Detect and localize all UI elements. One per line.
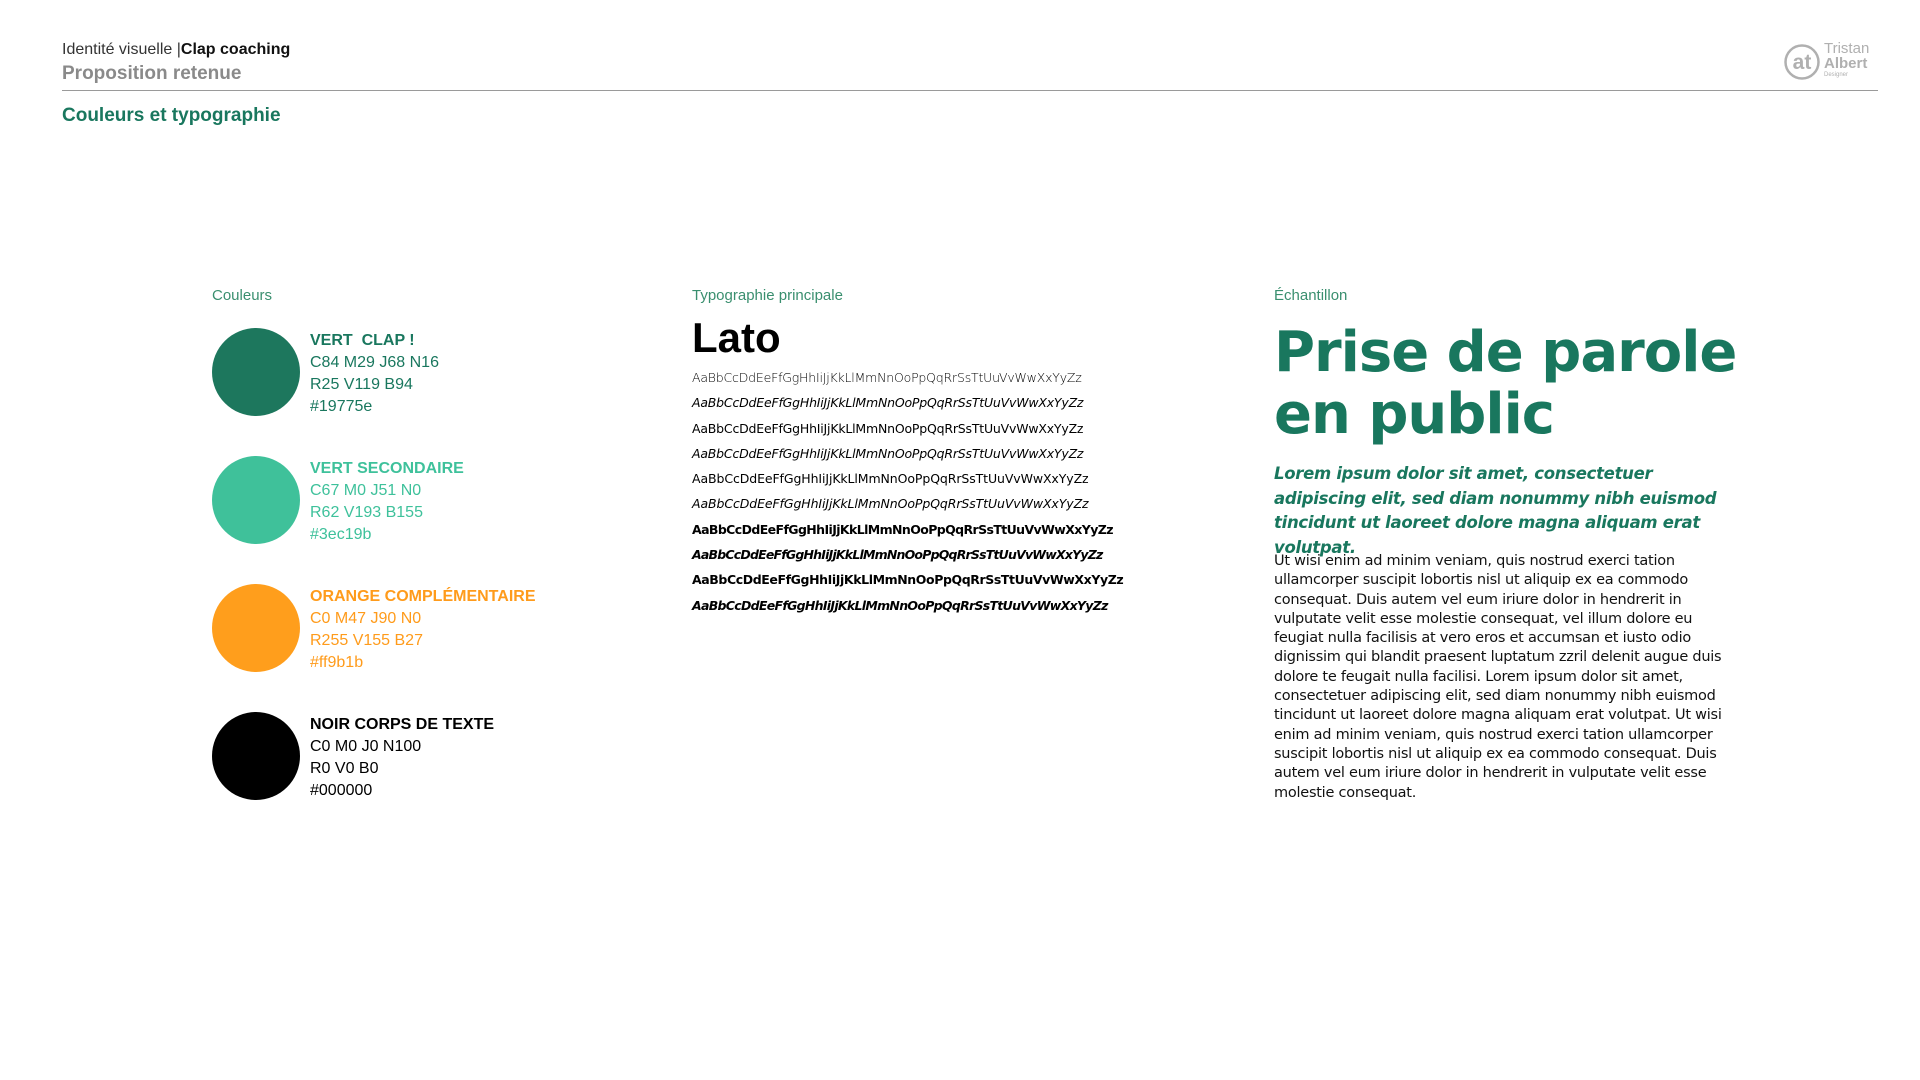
logo-line-3: Designer (1824, 72, 1849, 78)
sample-title: Prise de parole en public (1274, 320, 1737, 447)
swatch-row-vert-clap (212, 328, 632, 420)
color-swatch (212, 456, 300, 544)
swatch-cmjn: C84 M29 J68 N16 (310, 354, 439, 371)
swatch-cmjn: C67 M0 J51 N0 (310, 482, 422, 499)
font-name: Lato (692, 314, 781, 361)
specimen-light: AaBbCcDdEeFfGgHhIiJjKkLlMmNnOoPpQqRrSsTtUuVvWwXxYyZz (692, 370, 1082, 385)
document-context (62, 40, 290, 60)
swatch-hex: #19775e (310, 398, 373, 415)
color-swatch (212, 712, 300, 800)
specimen-bold-italic: AaBbCcDdEeFfGgHhIiJjKkLlMmNnOoPpQqRrSsTtUuVvWwXxYyZz (692, 597, 1108, 613)
logo-mark-icon (1783, 43, 1821, 81)
sample-label: Échantillon (1274, 287, 1348, 304)
page-subtitle: Proposition retenue (62, 63, 242, 84)
sample-lead: Lorem ipsum dolor sit amet, consectetuer adipiscing elit, sed diam nonummy nibh euismod tincidunt ut laoreet dolore magna aliquam erat volutpat. (1274, 464, 1717, 557)
context-label: Identité visuelle (62, 41, 173, 58)
swatch-name: NOIR CORPS DE TEXTE (310, 716, 495, 733)
swatch-rvb: R255 V155 B27 (310, 632, 423, 649)
logo-line-1: Tristan (1824, 40, 1870, 57)
logo-mark-text: at (1792, 51, 1812, 74)
swatch-rvb: R0 V0 B0 (310, 760, 379, 777)
font-specimen-list (692, 365, 1123, 618)
swatch-row-orange (212, 584, 632, 676)
context-separator: | (176, 41, 181, 58)
color-swatch (212, 328, 300, 416)
swatch-name: VERT CLAP ! (310, 332, 415, 349)
typography-label: Typographie principale (692, 287, 843, 304)
swatch-name: ORANGE COMPLÉMENTAIRE (310, 588, 536, 605)
swatch-info (310, 586, 535, 674)
header-divider (62, 90, 1878, 91)
swatch-cmjn: C0 M0 J0 N100 (310, 738, 422, 755)
swatch-rvb: R62 V193 B155 (310, 504, 423, 521)
swatch-hex: #ff9b1b (310, 654, 364, 671)
specimen-medium-italic: AaBbCcDdEeFfGgHhIiJjKkLlMmNnOoPpQqRrSsTtUuVvWwXxYyZz (692, 496, 1089, 512)
swatch-rvb: R25 V119 B94 (310, 376, 413, 393)
swatch-row-vert-secondaire (212, 456, 632, 548)
designer-logo (1783, 39, 1883, 83)
swatch-cmjn: C0 M47 J90 N0 (310, 610, 422, 627)
swatch-hex: #000000 (310, 782, 373, 799)
colors-label: Couleurs (212, 287, 273, 304)
specimen-regular: AaBbCcDdEeFfGgHhIiJjKkLlMmNnOoPpQqRrSsTtUuVvWwXxYyZz (692, 420, 1084, 436)
specimen-semibold: AaBbCcDdEeFfGgHhIiJjKkLlMmNnOoPpQqRrSsTtUuVvWwXxYyZz (692, 521, 1113, 537)
swatch-name: VERT SECONDAIRE (310, 460, 464, 477)
swatch-info (310, 458, 464, 546)
client-name: Clap coaching (180, 41, 291, 58)
specimen-semibold-italic: AaBbCcDdEeFfGgHhIiJjKkLlMmNnOoPpQqRrSsTtUuVvWwXxYyZz (692, 547, 1103, 563)
specimen-light-italic: AaBbCcDdEeFfGgHhIiJjKkLlMmNnOoPpQqRrSsTtUuVvWwXxYyZz (692, 395, 1084, 411)
swatch-info (310, 330, 439, 418)
swatch-hex: #3ec19b (310, 526, 372, 543)
page-header (62, 40, 290, 86)
swatch-row-noir (212, 712, 632, 804)
sample-body: Ut wisi enim ad minim veniam, quis nostrud exerci tation ullamcorper suscipit lobortis nisl ut aliquip ex ea commodo consequat. Duis autem vel eum iriure dolor in hendrerit in vulputate velit esse molestie consequat, vel illum dolore eu feugiat nulla facilisis at vero eros et accumsan et iusto odio dignissim qui blandit praesent luptatum zzril delenit augue duis dolore te feugait nulla facilisi. Lorem ipsum dolor sit amet, consectetuer adipiscing elit, sed diam nonummy nibh euismod tincidunt ut laoreet dolore magna aliquam erat volutpat. Ut wisi enim ad minim veniam, quis nostrud exerci tation ullamcorper suscipit lobortis nisl ut aliquip ex ea commodo consequat. Duis autem vel eum iriure dolor in hendrerit in vulputate velit esse molestie consequat. (1274, 553, 1722, 801)
logo-wordmark (1824, 41, 1869, 79)
swatch-info (310, 714, 494, 802)
logo-line-2: Albert (1824, 55, 1868, 72)
section-title: Couleurs et typographie (62, 105, 281, 126)
specimen-medium: AaBbCcDdEeFfGgHhIiJjKkLlMmNnOoPpQqRrSsTtUuVvWwXxYyZz (692, 471, 1089, 487)
specimen-bold: AaBbCcDdEeFfGgHhIiJjKkLlMmNnOoPpQqRrSsTtUuVvWwXxYyZz (692, 572, 1124, 588)
color-swatch (212, 584, 300, 672)
specimen-italic: AaBbCcDdEeFfGgHhIiJjKkLlMmNnOoPpQqRrSsTtUuVvWwXxYyZz (692, 445, 1084, 461)
